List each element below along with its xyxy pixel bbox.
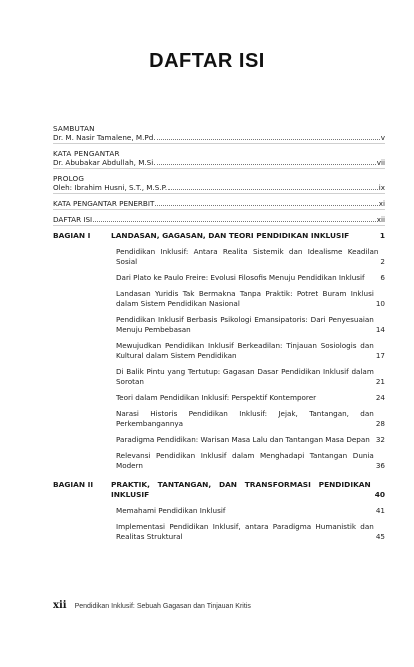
toc-front-row[interactable] [53, 215, 385, 224]
toc-page-number: 6 [380, 273, 385, 282]
toc-front-label: PROLOG [53, 174, 85, 183]
toc-front-sambutan [53, 124, 385, 144]
toc-front-row[interactable] [53, 133, 385, 142]
toc-entry[interactable] [116, 522, 385, 542]
dot-leader [157, 164, 376, 165]
toc-front-author: Oleh: Ibrahim Husni, S.T., M.S.P. [53, 183, 168, 192]
part-body [111, 480, 385, 548]
part-body [111, 231, 385, 477]
toc-page-number: ix [378, 183, 385, 192]
toc-page-number: 21 [375, 377, 385, 386]
part-label: BAGIAN II [53, 480, 94, 489]
toc-entry[interactable] [116, 367, 385, 387]
page-title: DAFTAR ISI [149, 50, 265, 72]
toc-page-number: 2 [380, 257, 385, 266]
toc-part-1 [53, 231, 385, 477]
toc-entry-title: Teori dalam Pendidikan Inklusif: Perspektif Kontemporer [116, 393, 317, 402]
toc-page-number: 1 [379, 231, 385, 240]
toc-page-number: 28 [375, 419, 385, 428]
toc-front-kata-pengantar-penerbit [53, 199, 385, 210]
toc-entry[interactable] [116, 289, 385, 309]
toc-front-label: KATA PENGANTAR [53, 149, 120, 158]
toc-entry[interactable] [116, 506, 385, 516]
toc-front-prolog [53, 174, 385, 194]
toc-front-row[interactable] [53, 183, 385, 192]
toc-page-number: 17 [375, 351, 385, 360]
toc-front-label: DAFTAR ISI [53, 215, 93, 224]
toc-front-daftar-isi [53, 215, 385, 226]
toc-page-number: 36 [375, 461, 385, 470]
toc-entry[interactable] [116, 409, 385, 429]
toc-page-number: 41 [375, 506, 385, 515]
toc-entry-title: Pendidikan Inklusif Berbasis Psikologi Emansipatoris: Dari Penyesuaian Menuju Pembebasan [116, 315, 374, 334]
table-of-contents [53, 124, 385, 548]
toc-front-row[interactable] [53, 199, 385, 208]
toc-entry-title: Pendidikan Inklusif: Antara Realita Sistemik dan Idealisme Keadilan Sosial [116, 247, 379, 266]
toc-entry[interactable] [116, 273, 385, 283]
toc-page-number: xi [378, 199, 385, 208]
toc-front-label: KATA PENGANTAR PENERBIT [53, 199, 155, 208]
toc-entry[interactable] [116, 247, 385, 267]
toc-entry-title: Narasi Historis Pendidikan Inklusif: Jejak, Tantangan, dan Perkembangannya [116, 409, 374, 428]
toc-part-2 [53, 480, 385, 548]
toc-entry[interactable] [116, 393, 385, 403]
dot-leader [155, 205, 377, 206]
footer-book-title: Pendidikan Inklusif: Sebuah Gagasan dan Tinjauan Kritis [74, 603, 251, 610]
toc-page-number: 40 [374, 490, 385, 499]
part-label: BAGIAN I [53, 231, 91, 240]
footer-page-number: xii [53, 600, 67, 611]
toc-page-number: 32 [375, 435, 385, 444]
toc-page-number: 24 [375, 393, 385, 402]
toc-front-label: SAMBUTAN [53, 124, 95, 133]
dot-leader [157, 139, 380, 140]
toc-entry-title: Relevansi Pendidikan Inklusif dalam Menghadapi Tantangan Dunia Modern [116, 451, 374, 470]
part-title-row[interactable] [111, 231, 385, 241]
toc-page-number: xii [376, 215, 385, 224]
toc-entry-title: Memahami Pendidikan Inklusif [116, 506, 226, 515]
toc-front-author: Dr. M. Nasir Tamalene, M.Pd. [53, 133, 156, 142]
toc-entry[interactable] [116, 435, 385, 445]
toc-page-number: v [380, 133, 385, 142]
part-title-row[interactable] [111, 480, 385, 500]
toc-entry-title: Dari Plato ke Paulo Freire: Evolusi Filosofis Menuju Pendidikan Inklusif [116, 273, 365, 282]
toc-entry-title: Implementasi Pendidikan Inklusif, antara Paradigma Humanistik dan Realitas Struktural [116, 522, 374, 541]
toc-entry-title: Paradigma Pendidikan: Warisan Masa Lalu dan Tantangan Masa Depan [116, 435, 370, 444]
part-title: PRAKTIK, TANTANGAN, DAN TRANSFORMASI PENDIDIKAN INKLUSIF [111, 480, 371, 499]
toc-entry[interactable] [116, 451, 385, 471]
part-title: LANDASAN, GAGASAN, DAN TEORI PENDIDIKAN INKLUSIF [111, 231, 350, 240]
toc-front-row[interactable] [53, 158, 385, 167]
page-footer [53, 600, 251, 611]
toc-page-number: 14 [375, 325, 385, 334]
dot-leader [93, 221, 376, 222]
toc-front-kata-pengantar [53, 149, 385, 169]
toc-front-author: Dr. Abubakar Abdullah, M.Si. [53, 158, 156, 167]
toc-page-number: 45 [375, 532, 385, 541]
toc-entry-title: Mewujudkan Pendidikan Inklusif Berkeadilan: Tinjauan Sosiologis dan Kultural dalam Sistem Pendidikan [116, 341, 374, 360]
dot-leader [168, 189, 378, 190]
toc-page-number: vii [376, 158, 385, 167]
toc-entry-title: Di Balik Pintu yang Tertutup: Gagasan Dasar Pendidikan Inklusif dalam Sorotan [116, 367, 374, 386]
toc-page-number: 10 [375, 299, 385, 308]
toc-entry[interactable] [116, 341, 385, 361]
toc-entry-title: Landasan Yuridis Tak Bermakna Tanpa Praktik: Potret Buram Inklusi dalam Sistem Pendidikan Nasional [116, 289, 374, 308]
toc-entry[interactable] [116, 315, 385, 335]
